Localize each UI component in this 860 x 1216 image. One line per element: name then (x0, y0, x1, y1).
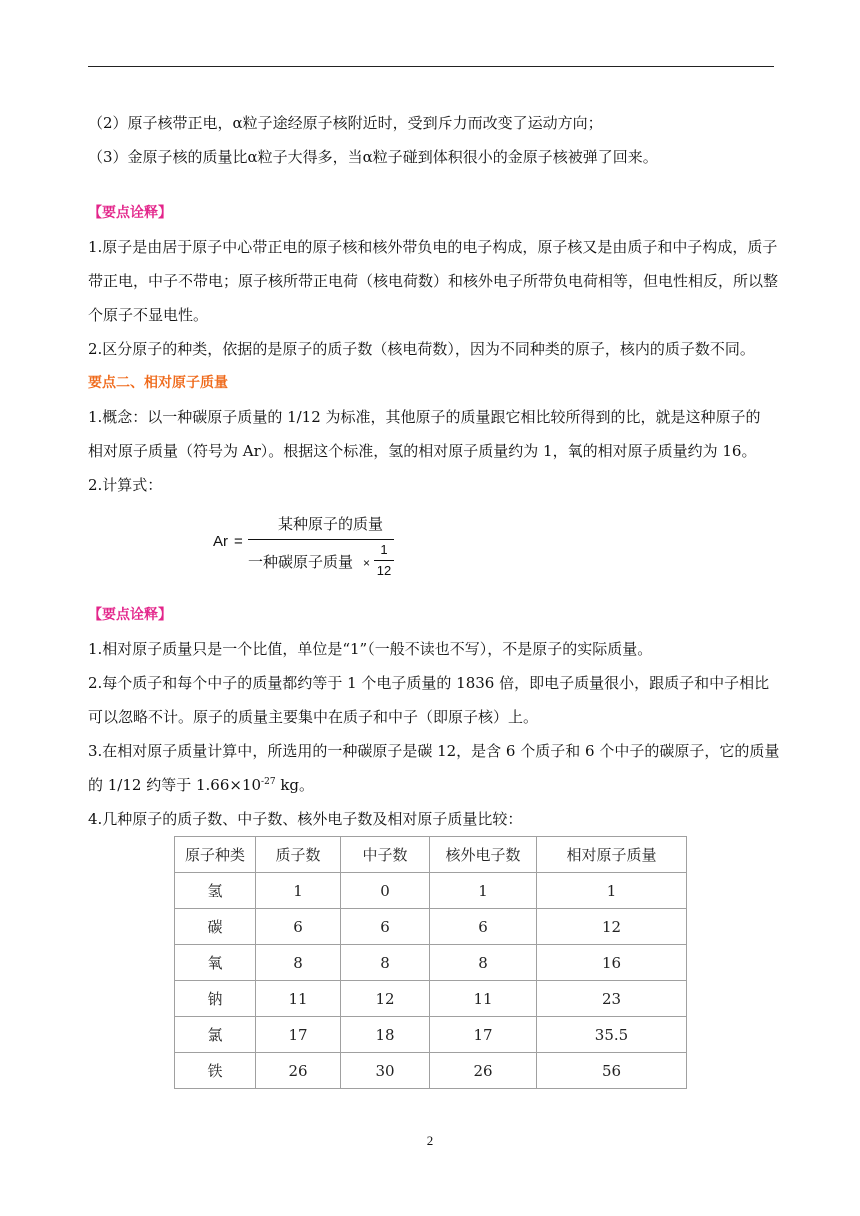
paragraph: 2.每个质子和每个中子的质量都约等于 1 个电子质量的 1836 倍，即电子质量很小，跟质子和中子相比 (88, 674, 770, 692)
table-header-cell: 质子数 (256, 837, 341, 873)
formula-fraction-bar (248, 539, 394, 540)
section-heading: 【要点诠释】 (88, 205, 172, 221)
section-heading: 【要点诠释】 (88, 607, 172, 623)
table-cell: 1 (537, 873, 687, 909)
table-header-cell: 原子种类 (175, 837, 256, 873)
paragraph: 3.在相对原子质量计算中，所选用的一种碳原子是碳 12，是含 6 个质子和 6 个中子的碳原子，它的质量 (88, 742, 780, 760)
formula-equals: = (234, 533, 243, 550)
table-cell: 0 (341, 873, 430, 909)
paragraph-text: 的 1/12 约等于 1.66×10 (88, 776, 262, 794)
section-heading: 要点二、相对原子质量 (88, 375, 228, 391)
table-cell: 11 (256, 981, 341, 1017)
table-cell: 11 (430, 981, 537, 1017)
formula-lhs: Ar (213, 533, 228, 550)
formula-denominator: 一种碳原子质量 (248, 553, 354, 571)
table-cell: 17 (256, 1017, 341, 1053)
paragraph: 可以忽略不计。原子的质量主要集中在质子和中子（即原子核）上。 (88, 708, 539, 726)
paragraph-text: kg。 (275, 776, 315, 794)
table-header-cell: 相对原子质量 (537, 837, 687, 873)
table-cell: 12 (341, 981, 430, 1017)
table-cell: 6 (256, 909, 341, 945)
formula-times: × (363, 556, 371, 570)
paragraph: 2.计算式： (88, 476, 163, 494)
table-header-cell: 中子数 (341, 837, 430, 873)
table-cell: 碳 (175, 909, 256, 945)
table-cell: 氧 (175, 945, 256, 981)
paragraph: 1.概念：以一种碳原子质量的 1/12 为标准，其他原子的质量跟它相比较所得到的比，就是这种原子的 (88, 408, 761, 426)
table-cell: 8 (341, 945, 430, 981)
table-cell: 1 (256, 873, 341, 909)
table-cell: 17 (430, 1017, 537, 1053)
table-cell: 钠 (175, 981, 256, 1017)
table-row (175, 873, 687, 909)
formula-small-denominator: 12 (376, 563, 392, 578)
paragraph: 4.几种原子的质子数、中子数、核外电子数及相对原子质量比较： (88, 810, 523, 828)
table-cell: 1 (430, 873, 537, 909)
formula-small-numerator: 1 (380, 542, 388, 557)
table-cell: 26 (256, 1053, 341, 1089)
table-cell: 12 (537, 909, 687, 945)
table-row (175, 981, 687, 1017)
table-cell: 18 (341, 1017, 430, 1053)
table-cell: 铁 (175, 1053, 256, 1089)
paragraph (88, 768, 778, 802)
table-cell: 6 (341, 909, 430, 945)
paragraph: 相对原子质量（符号为 Ar）。根据这个标准，氢的相对原子质量约为 1，氧的相对原子质量约为 16。 (88, 442, 757, 460)
document-body (88, 106, 778, 836)
relative-atomic-mass-formula (88, 502, 778, 598)
formula-numerator: 某种原子的质量 (278, 515, 384, 533)
table-cell: 8 (256, 945, 341, 981)
paragraph: （2）原子核带正电，α粒子途经原子核附近时，受到斥力而改变了运动方向； (88, 114, 603, 132)
table-cell: 8 (430, 945, 537, 981)
exponent: -27 (261, 777, 276, 787)
page-number: 2 (426, 1133, 434, 1148)
paragraph: 1.原子是由居于原子中心带正电的原子核和核外带负电的电子构成，原子核又是由质子和中子构成，质子带正电，中子不带电；原子核所带正电荷（核电荷数）和核外电子所带负电荷相等，但电性相反，所以整个原子不显电性。 (88, 238, 779, 324)
formula-small-fraction-bar (374, 560, 394, 561)
paragraph: （3）金原子核的质量比α粒子大得多，当α粒子碰到体积很小的金原子核被弹了回来。 (88, 148, 658, 166)
table-cell: 26 (430, 1053, 537, 1089)
table-cell: 16 (537, 945, 687, 981)
header-rule (88, 66, 774, 67)
table-row (175, 909, 687, 945)
atom-comparison-table (174, 836, 687, 1089)
table-header-cell: 核外电子数 (430, 837, 537, 873)
table-row (175, 945, 687, 981)
table-cell: 23 (537, 981, 687, 1017)
table-cell: 6 (430, 909, 537, 945)
table-cell: 35.5 (537, 1017, 687, 1053)
table-cell: 56 (537, 1053, 687, 1089)
table-header-row (175, 837, 687, 873)
paragraph: 2.区分原子的种类，依据的是原子的质子数（核电荷数），因为不同种类的原子，核内的质子数不同。 (88, 340, 755, 358)
table-cell: 氢 (175, 873, 256, 909)
table-cell: 30 (341, 1053, 430, 1089)
paragraph: 1.相对原子质量只是一个比值，单位是“1”（一般不读也不写），不是原子的实际质量。 (88, 640, 653, 658)
table-row (175, 1053, 687, 1089)
table-row (175, 1017, 687, 1053)
table-cell: 氯 (175, 1017, 256, 1053)
